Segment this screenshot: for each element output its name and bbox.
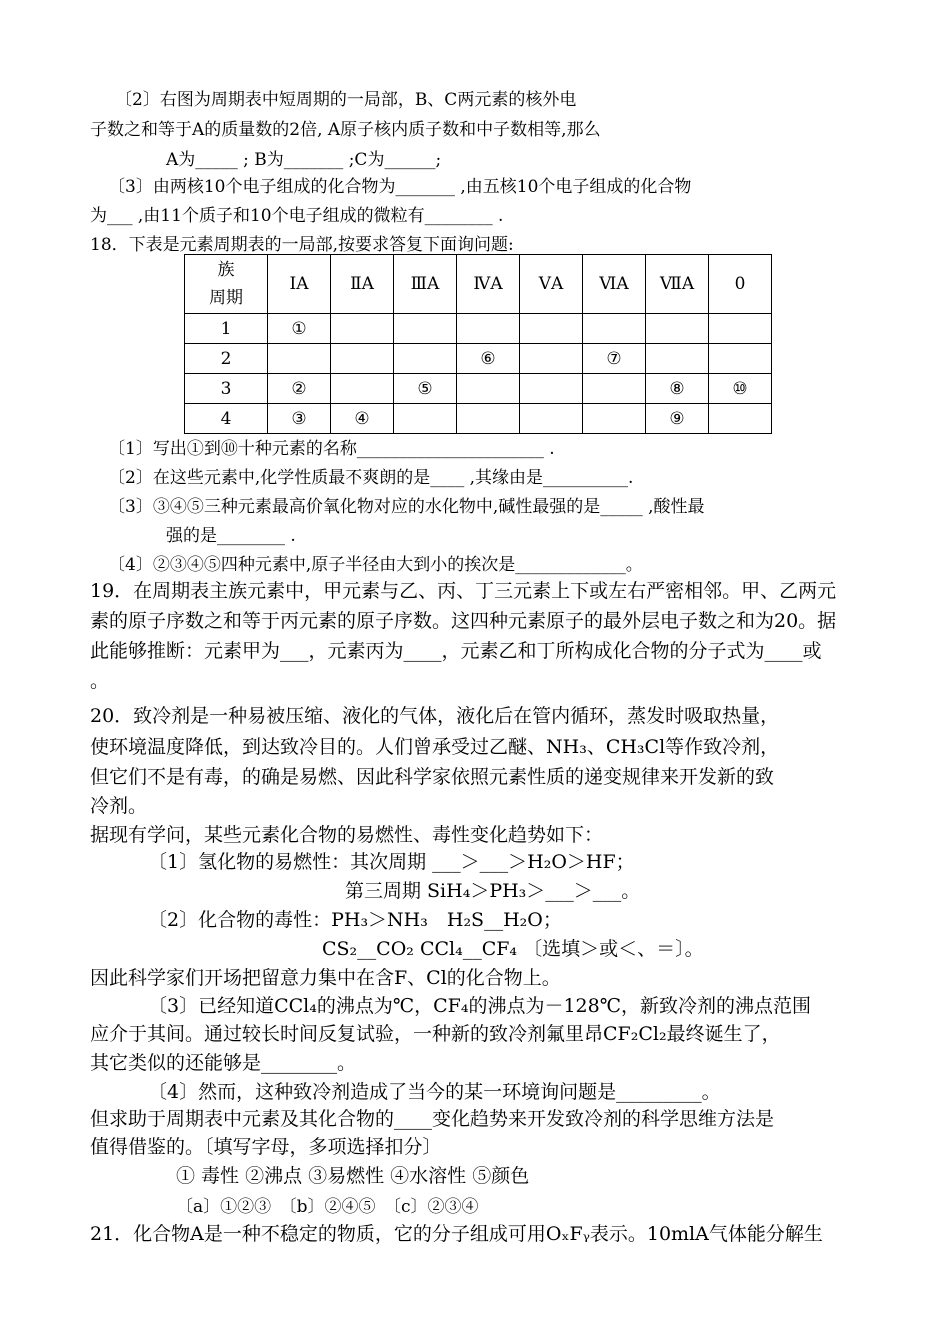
element-cell [709,404,772,434]
element-cell [457,404,520,434]
header-group-label: 族 [217,260,235,280]
q19-line4: 。 [90,670,110,692]
period-label: 1 [185,314,268,344]
element-cell [583,374,646,404]
element-cell [331,344,394,374]
table-corner-header [185,255,268,314]
element-cell [268,344,331,374]
element-cell: ④ [331,404,394,434]
q20-line16: 值得借鉴的。〔填写字母，多项选择扣分〕 [90,1136,442,1158]
element-cell: ⑩ [709,374,772,404]
element-cell [583,404,646,434]
element-cell: ① [268,314,331,344]
q20-line12: 应介于其间。通过较长时间反复试验，一种新的致冷剂氟里昂CF₂Cl₂最终诞生了， [90,1023,781,1045]
table-row [185,344,772,374]
element-cell: ⑨ [646,404,709,434]
element-cell [394,404,457,434]
q19-line2: 素的原子序数之和等于丙元素的原子序数。这四种元素原子的最外层电子数之和为20。据 [90,610,837,632]
element-cell [709,344,772,374]
group-header: ⅠA [268,255,331,314]
element-cell [646,344,709,374]
q20-line1: 20．致冷剂是一种易被压缩、液化的气体，液化后在管内循环，蒸发时吸取热量， [90,705,780,727]
table-row [185,314,772,344]
group-header: 0 [709,255,772,314]
period-label: 2 [185,344,268,374]
q20-line5: 据现有学问，某些元素化合物的易燃性、毒性变化趋势如下： [90,824,604,846]
q20-choices: 〔a〕①②③ 〔b〕②④⑤ 〔c〕②③④ [176,1197,479,1217]
q20-options: ① 毒性 ②沸点 ③易燃性 ④水溶性 ⑤颜色 [176,1165,530,1187]
element-cell [331,374,394,404]
q19-line3: 此能够推断：元素甲为___，元素丙为____，元素乙和丁所构成化合物的分子式为____或 [90,640,822,662]
q21-line1: 21．化合物A是一种不稳定的物质，它的分子组成可用OₓFᵧ表示。10mlA气体能分解生 [90,1223,823,1245]
q17-part2-line1: 〔2〕右图为周期表中短周期的一局部，B、C两元素的核外电 [115,90,577,110]
element-cell [394,314,457,344]
group-header: ⅣA [457,255,520,314]
q20-line7: 第三周期 SiH₄＞PH₃＞___＞___。 [345,880,641,902]
element-cell: ⑧ [646,374,709,404]
header-period-label: 周期 [209,288,243,308]
q20-line14: 〔4〕然而，这种致冷剂造成了当今的某一环境询问题是_________。 [148,1081,721,1103]
q20-line15: 但求助于周期表中元素及其化合物的____变化趋势来开发致冷剂的科学思维方法是 [90,1108,775,1130]
q20-line2: 使环境温度降低，到达致冷目的。人们曾承受过乙醚、NH₃、CH₃Cl等作致冷剂， [90,736,780,758]
table-row [185,374,772,404]
element-cell [457,374,520,404]
element-cell [646,314,709,344]
q18-sub3-line2: 强的是________ . [166,526,296,546]
element-cell: ⑦ [583,344,646,374]
element-cell: ② [268,374,331,404]
element-cell [520,314,583,344]
q20-line6: 〔1〕氢化物的易燃性：其次周期 ___＞___＞H₂O＞HF； [148,851,635,873]
q20-line3: 但它们不是有毒，的确是易燃、因此科学家依照元素性质的递变规律来开发新的致 [90,766,775,788]
element-cell [709,314,772,344]
q17-part2-line3: A为_____ ; B为_______ ;C为______; [166,150,442,170]
group-header: ⅤA [520,255,583,314]
element-cell [520,344,583,374]
q17-part3-line2: 为___ ,由11个质子和10个电子组成的微粒有________ . [90,206,504,226]
q18-sub3-line1: 〔3〕③④⑤三种元素最高价氧化物对应的水化物中,碱性最强的是_____ ,酸性最 [108,497,705,517]
element-cell: ③ [268,404,331,434]
group-header: ⅢA [394,255,457,314]
group-header: ⅡA [331,255,394,314]
group-header: ⅥA [583,255,646,314]
element-cell [331,314,394,344]
period-label: 4 [185,404,268,434]
q19-line1: 19．在周期表主族元素中，甲元素与乙、丙、丁三元素上下或左右严密相邻。甲、乙两元 [90,580,837,602]
table-row [185,404,772,434]
element-cell: ⑤ [394,374,457,404]
element-cell [520,374,583,404]
q18-sub4: 〔4〕②③④⑤四种元素中,原子半径由大到小的挨次是_____________。 [108,555,643,575]
q20-line9: CS₂__CO₂ CCl₄__CF₄ 〔选填＞或＜、＝〕。 [322,938,704,960]
periodic-table-fragment [184,254,772,434]
q18-sub2: 〔2〕在这些元素中,化学性质最不爽朗的是____ ,其缘由是__________. [108,468,634,488]
q20-line13: 其它类似的还能够是________。 [90,1052,357,1074]
q20-line11: 〔3〕已经知道CCl₄的沸点为℃，CF₄的沸点为－128℃，新致冷剂的沸点范围 [148,995,811,1017]
q17-part2-line2: 子数之和等于A的质量数的2倍, A原子核内质子数和中子数相等,那么 [90,120,601,140]
q17-part3-line1: 〔3〕由两核10个电子组成的化合物为_______ ,由五核10个电子组成的化合物 [108,177,692,197]
element-cell: ⑥ [457,344,520,374]
group-header: ⅦA [646,255,709,314]
q18-sub1: 〔1〕写出①到⑩十种元素的名称______________________ . [108,439,555,459]
element-cell [520,404,583,434]
q18-intro: 18．下表是元素周期表的一局部,按要求答复下面询问题: [90,235,514,255]
q20-line8: 〔2〕化合物的毒性：PH₃＞NH₃ H₂S__H₂O； [148,909,562,931]
element-cell [394,344,457,374]
q20-line10: 因此科学家们开场把留意力集中在含F、Cl的化合物上。 [90,967,561,989]
element-cell [457,314,520,344]
element-cell [583,314,646,344]
period-label: 3 [185,374,268,404]
q20-line4: 冷剂。 [90,795,148,817]
